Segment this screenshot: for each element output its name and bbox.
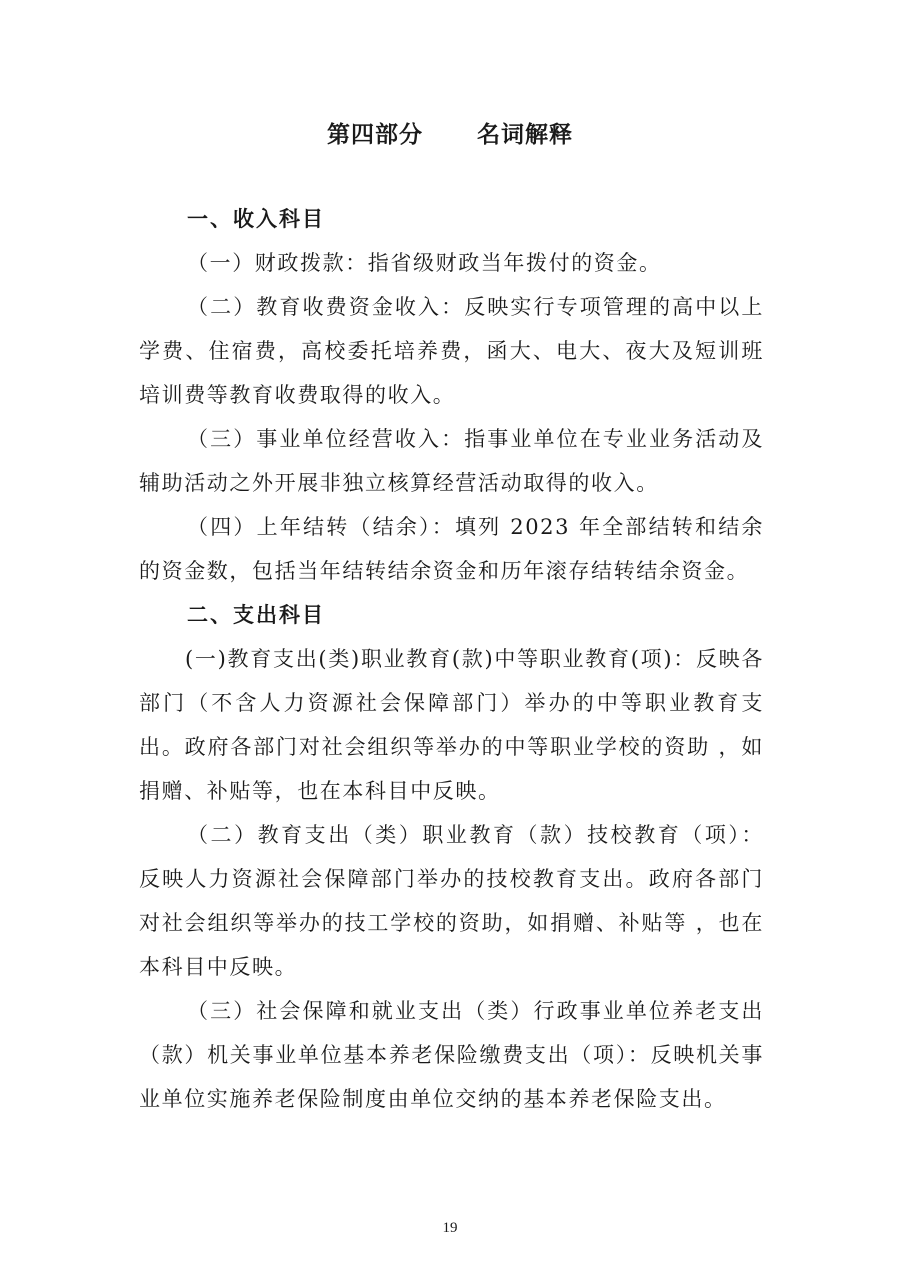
income-item-3: （三）事业单位经营收入：指事业单位在专业业务活动及辅助活动之外开展非独立核算经营活动取得的收入。 (139, 427, 764, 495)
section-heading-income: 一、收入科目 (187, 206, 325, 231)
income-item-2: （二）教育收费资金收入：反映实行专项管理的高中以上学费、住宿费，高校委托培养费，函大、电大、夜大及短训班培训费等教育收费取得的收入。 (139, 295, 764, 407)
expenditure-item-2: （二）教育支出（类）职业教育（款）技校教育（项）：反映人力资源社会保障部门举办的技校教育支出。政府各部门对社会组织等举办的技工学校的资助，如捐赠、补贴等 ，也在本科目中反映。 (139, 823, 764, 979)
page-title: 第四部分 名词解释 (326, 121, 574, 148)
document-body (139, 197, 764, 1121)
section-heading-expenditure: 二、支出科目 (187, 602, 325, 627)
expenditure-item-1: (一)教育支出(类)职业教育(款)中等职业教育(项)：反映各部门（不含人力资源社会保障部门）举办的中等职业教育支出。政府各部门对社会组织等举办的中等职业学校的资助 ，如捐赠、补贴等，也在本科目中反映。 (139, 647, 764, 803)
page-number: 19 (442, 1220, 458, 1236)
expenditure-item-3: （三）社会保障和就业支出（类）行政事业单位养老支出（款）机关事业单位基本养老保险缴费支出（项）：反映机关事业单位实施养老保险制度由单位交纳的基本养老保险支出。 (139, 999, 764, 1111)
income-item-1: （一）财政拨款：指省级财政当年拨付的资金。 (187, 251, 662, 275)
income-item-4: （四）上年结转（结余）：填列 2023 年全部结转和结余的资金数，包括当年结转结余资金和历年滚存结转结余资金。 (139, 515, 764, 583)
